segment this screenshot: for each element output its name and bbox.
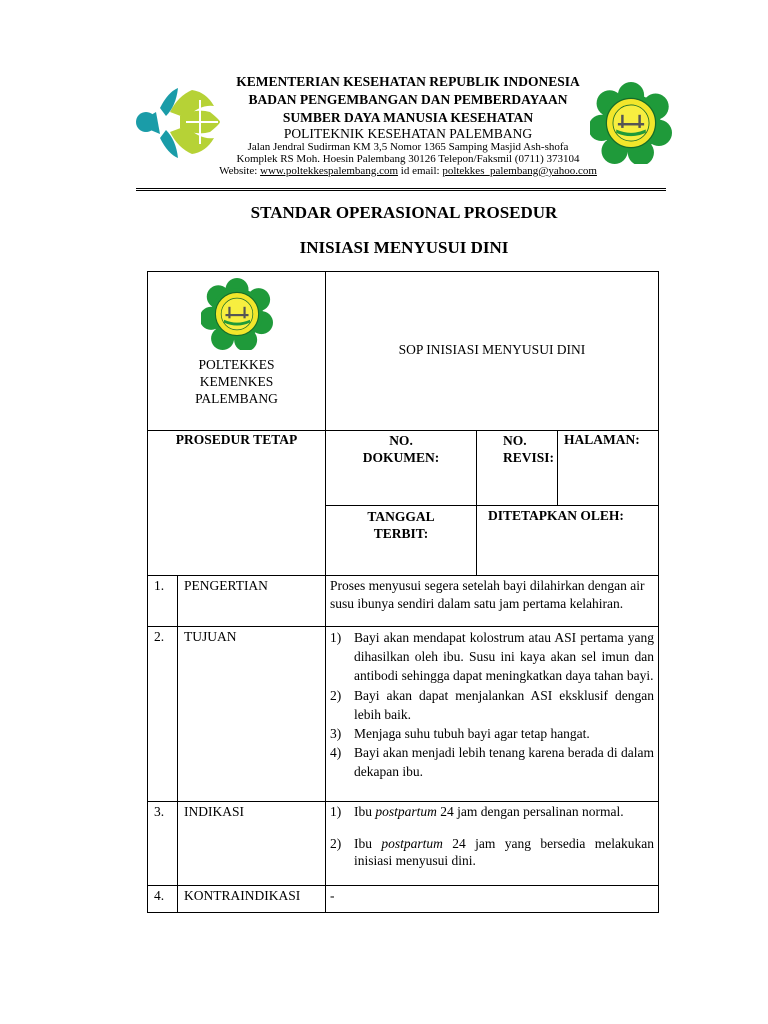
no-dokumen-label-2: DOKUMEN: [362, 450, 440, 465]
row-number: 4. [148, 886, 178, 913]
agency-name-1: BADAN PENGEMBANGAN DAN PEMBERDAYAAN [248, 92, 568, 107]
no-revisi-label-2: REVISI: [503, 450, 555, 465]
document-subtitle: INISIASI MENYUSUI DINI [299, 238, 509, 257]
no-revisi-label-1: NO. [503, 433, 527, 448]
item-number: 1) [330, 804, 342, 819]
ministry-name: KEMENTERIAN KESEHATAN REPUBLIK INDONESIA [236, 74, 580, 89]
item-text-pre: Ibu [354, 835, 382, 851]
item-text-post: 24 jam dengan persalinan normal. [436, 804, 624, 819]
item-text-post: 24 jam yang bersedia melakukan inisiasi menyusui dini. [354, 835, 654, 868]
website-link[interactable]: www.poltekkespalembang.com [260, 165, 399, 177]
item-text: Bayi akan dapat menjalankan ASI eksklusif dengan lebih baik. [354, 687, 654, 722]
agency-name-2: SUMBER DAYA MANUSIA KESEHATAN [282, 110, 534, 125]
tanggal-label-2: TERBIT: [373, 526, 429, 541]
item-text-italic: postpartum [375, 804, 437, 819]
sop-name-cell [326, 272, 659, 431]
ditetapkan-cell [477, 506, 659, 576]
poltekkes-seal-icon [201, 278, 273, 350]
list-item [330, 686, 654, 724]
institution-line-1: POLTEKKES [198, 357, 275, 372]
list-spacer [330, 821, 654, 835]
row-label-tujuan: TUJUAN [178, 627, 326, 802]
no-revisi-cell [477, 431, 558, 506]
item-text: Bayi akan menjadi lebih tenang karena berada di dalam dekapan ibu. [354, 745, 654, 780]
item-text-pre: Ibu [354, 804, 376, 819]
item-number: 2) [330, 687, 342, 703]
list-item [330, 628, 654, 686]
prosedur-tetap-label: PROSEDUR TETAP [175, 432, 298, 447]
tanggal-terbit-cell [326, 506, 477, 576]
tanggal-label-1: TANGGAL [367, 509, 435, 524]
row-label-kontraindikasi: KONTRAINDIKASI [178, 886, 326, 913]
tujuan-list [330, 628, 654, 782]
row-number: 3. [148, 802, 178, 886]
sop-table [147, 271, 659, 913]
institution-line-2: KEMENKES [199, 374, 274, 389]
list-item [330, 803, 654, 821]
item-number: 1) [330, 630, 342, 645]
row-number: 1. [148, 576, 178, 627]
email-label: id email: [398, 165, 443, 177]
sop-name: SOP INISIASI MENYUSUI DINI [398, 342, 586, 357]
address-line-2: Komplek RS Moh. Hoesin Palembang 30126 Telepon/Faksmil (0711) 373104 [236, 153, 580, 165]
institution-line-3: PALEMBANG [195, 391, 278, 406]
letterhead-divider-2 [136, 190, 666, 191]
halaman-cell [558, 431, 659, 506]
list-item [330, 835, 654, 870]
halaman-label: HALAMAN: [564, 432, 640, 447]
indikasi-content [326, 802, 659, 886]
item-text: Menjaga suhu tubuh bayi agar tetap hangat. [354, 726, 590, 742]
item-text-italic: postpartum [381, 835, 443, 851]
ditetapkan-label: DITETAPKAN OLEH: [488, 508, 624, 523]
institution-label [148, 356, 325, 407]
kontraindikasi-text: - [326, 886, 659, 913]
item-number: 2) [330, 835, 342, 851]
contact-line [190, 166, 626, 177]
indikasi-list [330, 803, 654, 870]
pengertian-text: Proses menyusui segera setelah bayi dilahirkan dengan air susu ibunya sendiri dalam satu jam pertama kelahiran. [326, 576, 659, 627]
item-number: 3) [330, 726, 342, 742]
letterhead-divider [136, 188, 666, 189]
row-label-indikasi: INDIKASI [178, 802, 326, 886]
no-dokumen-cell [326, 431, 477, 506]
email-link[interactable]: poltekkes_palembang@yahoo.com [442, 165, 597, 177]
item-number: 4) [330, 745, 342, 761]
address-line-1: Jalan Jendral Sudirman KM 3,5 Nomor 1365 Samping Masjid Ash-shofa [247, 141, 569, 153]
document-title: STANDAR OPERASIONAL PROSEDUR [250, 203, 558, 222]
no-dokumen-label-1: NO. [389, 433, 413, 448]
institution-cell [148, 272, 326, 431]
tujuan-content [326, 627, 659, 802]
website-label: Website: [219, 165, 261, 177]
row-label-pengertian: PENGERTIAN [178, 576, 326, 627]
institution-name: POLITEKNIK KESEHATAN PALEMBANG [283, 126, 533, 141]
item-text: Bayi akan mendapat kolostrum atau ASI pertama yang dihasilkan oleh ibu. Susu ini kaya akan sel imun dan antibodi sehingga dapat meningkatkan daya tahan bayi. [354, 630, 654, 684]
list-item [330, 724, 654, 743]
prosedur-tetap-cell [148, 431, 326, 576]
row-number: 2. [148, 627, 178, 802]
list-item [330, 743, 654, 781]
